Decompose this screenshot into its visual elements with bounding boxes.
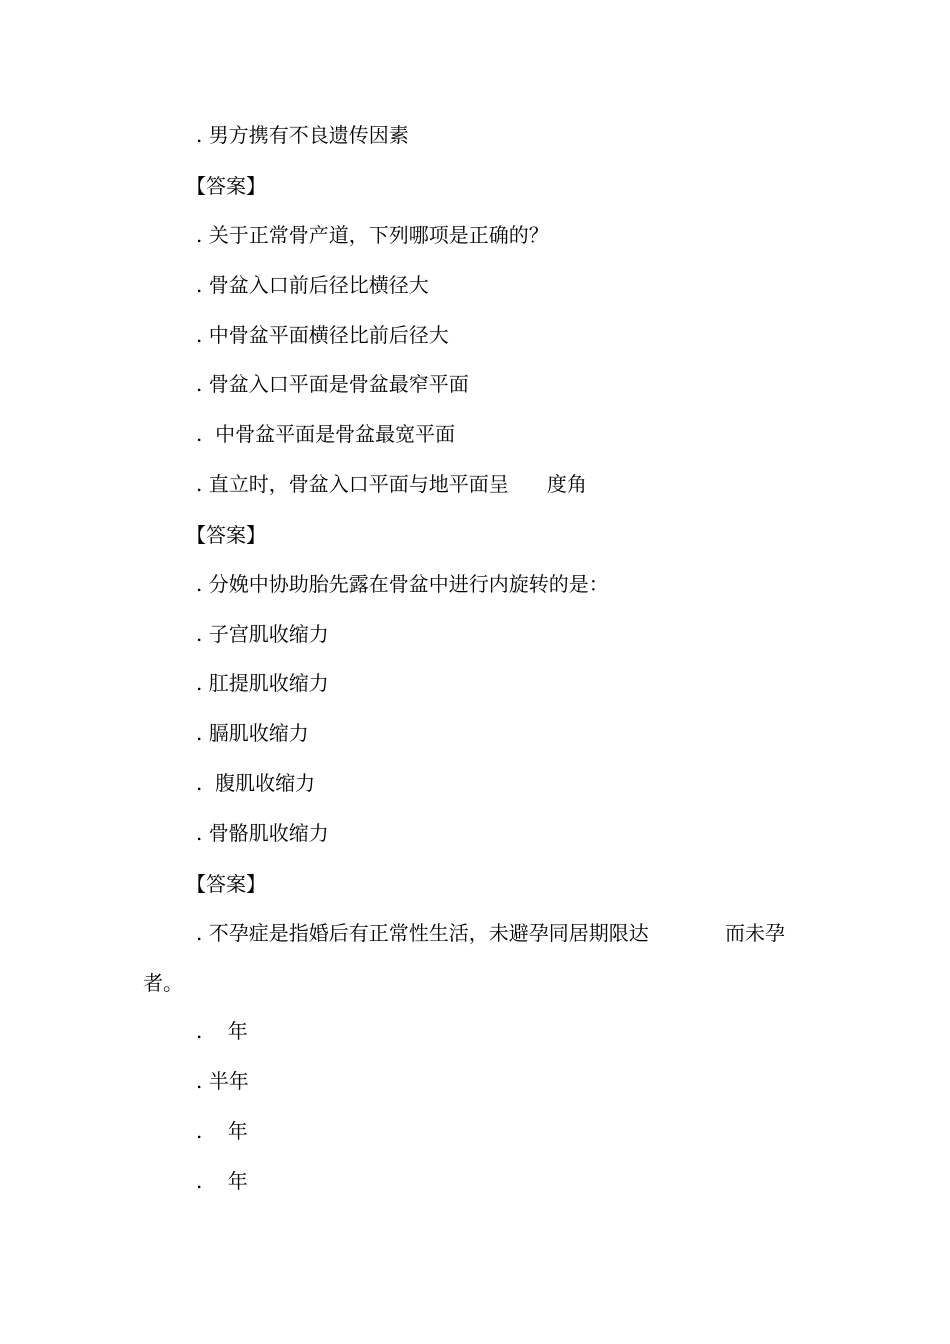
option-text: . 年: [196, 1119, 248, 1143]
option-text: . 骨盆入口前后径比横径大: [196, 273, 429, 297]
option-text: . 肛提肌收缩力: [196, 671, 329, 695]
question-text: . 关于正常骨产道，下列哪项是正确的？: [196, 223, 549, 247]
answer-label: 【答案】: [186, 523, 266, 547]
option-text: . 腹肌收缩力: [196, 771, 316, 795]
option-text: . 子宫肌收缩力: [196, 622, 329, 646]
option-text: . 中骨盆平面横径比前后径大: [196, 323, 449, 347]
option-text: . 年: [196, 1019, 248, 1043]
question-text: . 分娩中协助胎先露在骨盆中进行内旋转的是：: [196, 572, 609, 596]
option-text: . 膈肌收缩力: [196, 721, 309, 745]
option-text: . 骨骼肌收缩力: [196, 821, 329, 845]
option-text: . 直立时，骨盆入口平面与地平面呈 度角: [196, 472, 587, 496]
answer-label: 【答案】: [186, 872, 266, 896]
question-text-continued: 者。: [143, 971, 183, 995]
option-text: . 骨盆入口平面是骨盆最窄平面: [196, 372, 469, 396]
option-text: . 男方携有不良遗传因素: [196, 123, 409, 147]
question-text: . 不孕症是指婚后有正常性生活，未避孕同居期限达 而未孕: [196, 921, 786, 945]
option-text: . 半年: [196, 1069, 249, 1093]
answer-label: 【答案】: [186, 174, 266, 198]
option-text: . 年: [196, 1169, 248, 1193]
option-text: . 中骨盆平面是骨盆最宽平面: [196, 422, 456, 446]
